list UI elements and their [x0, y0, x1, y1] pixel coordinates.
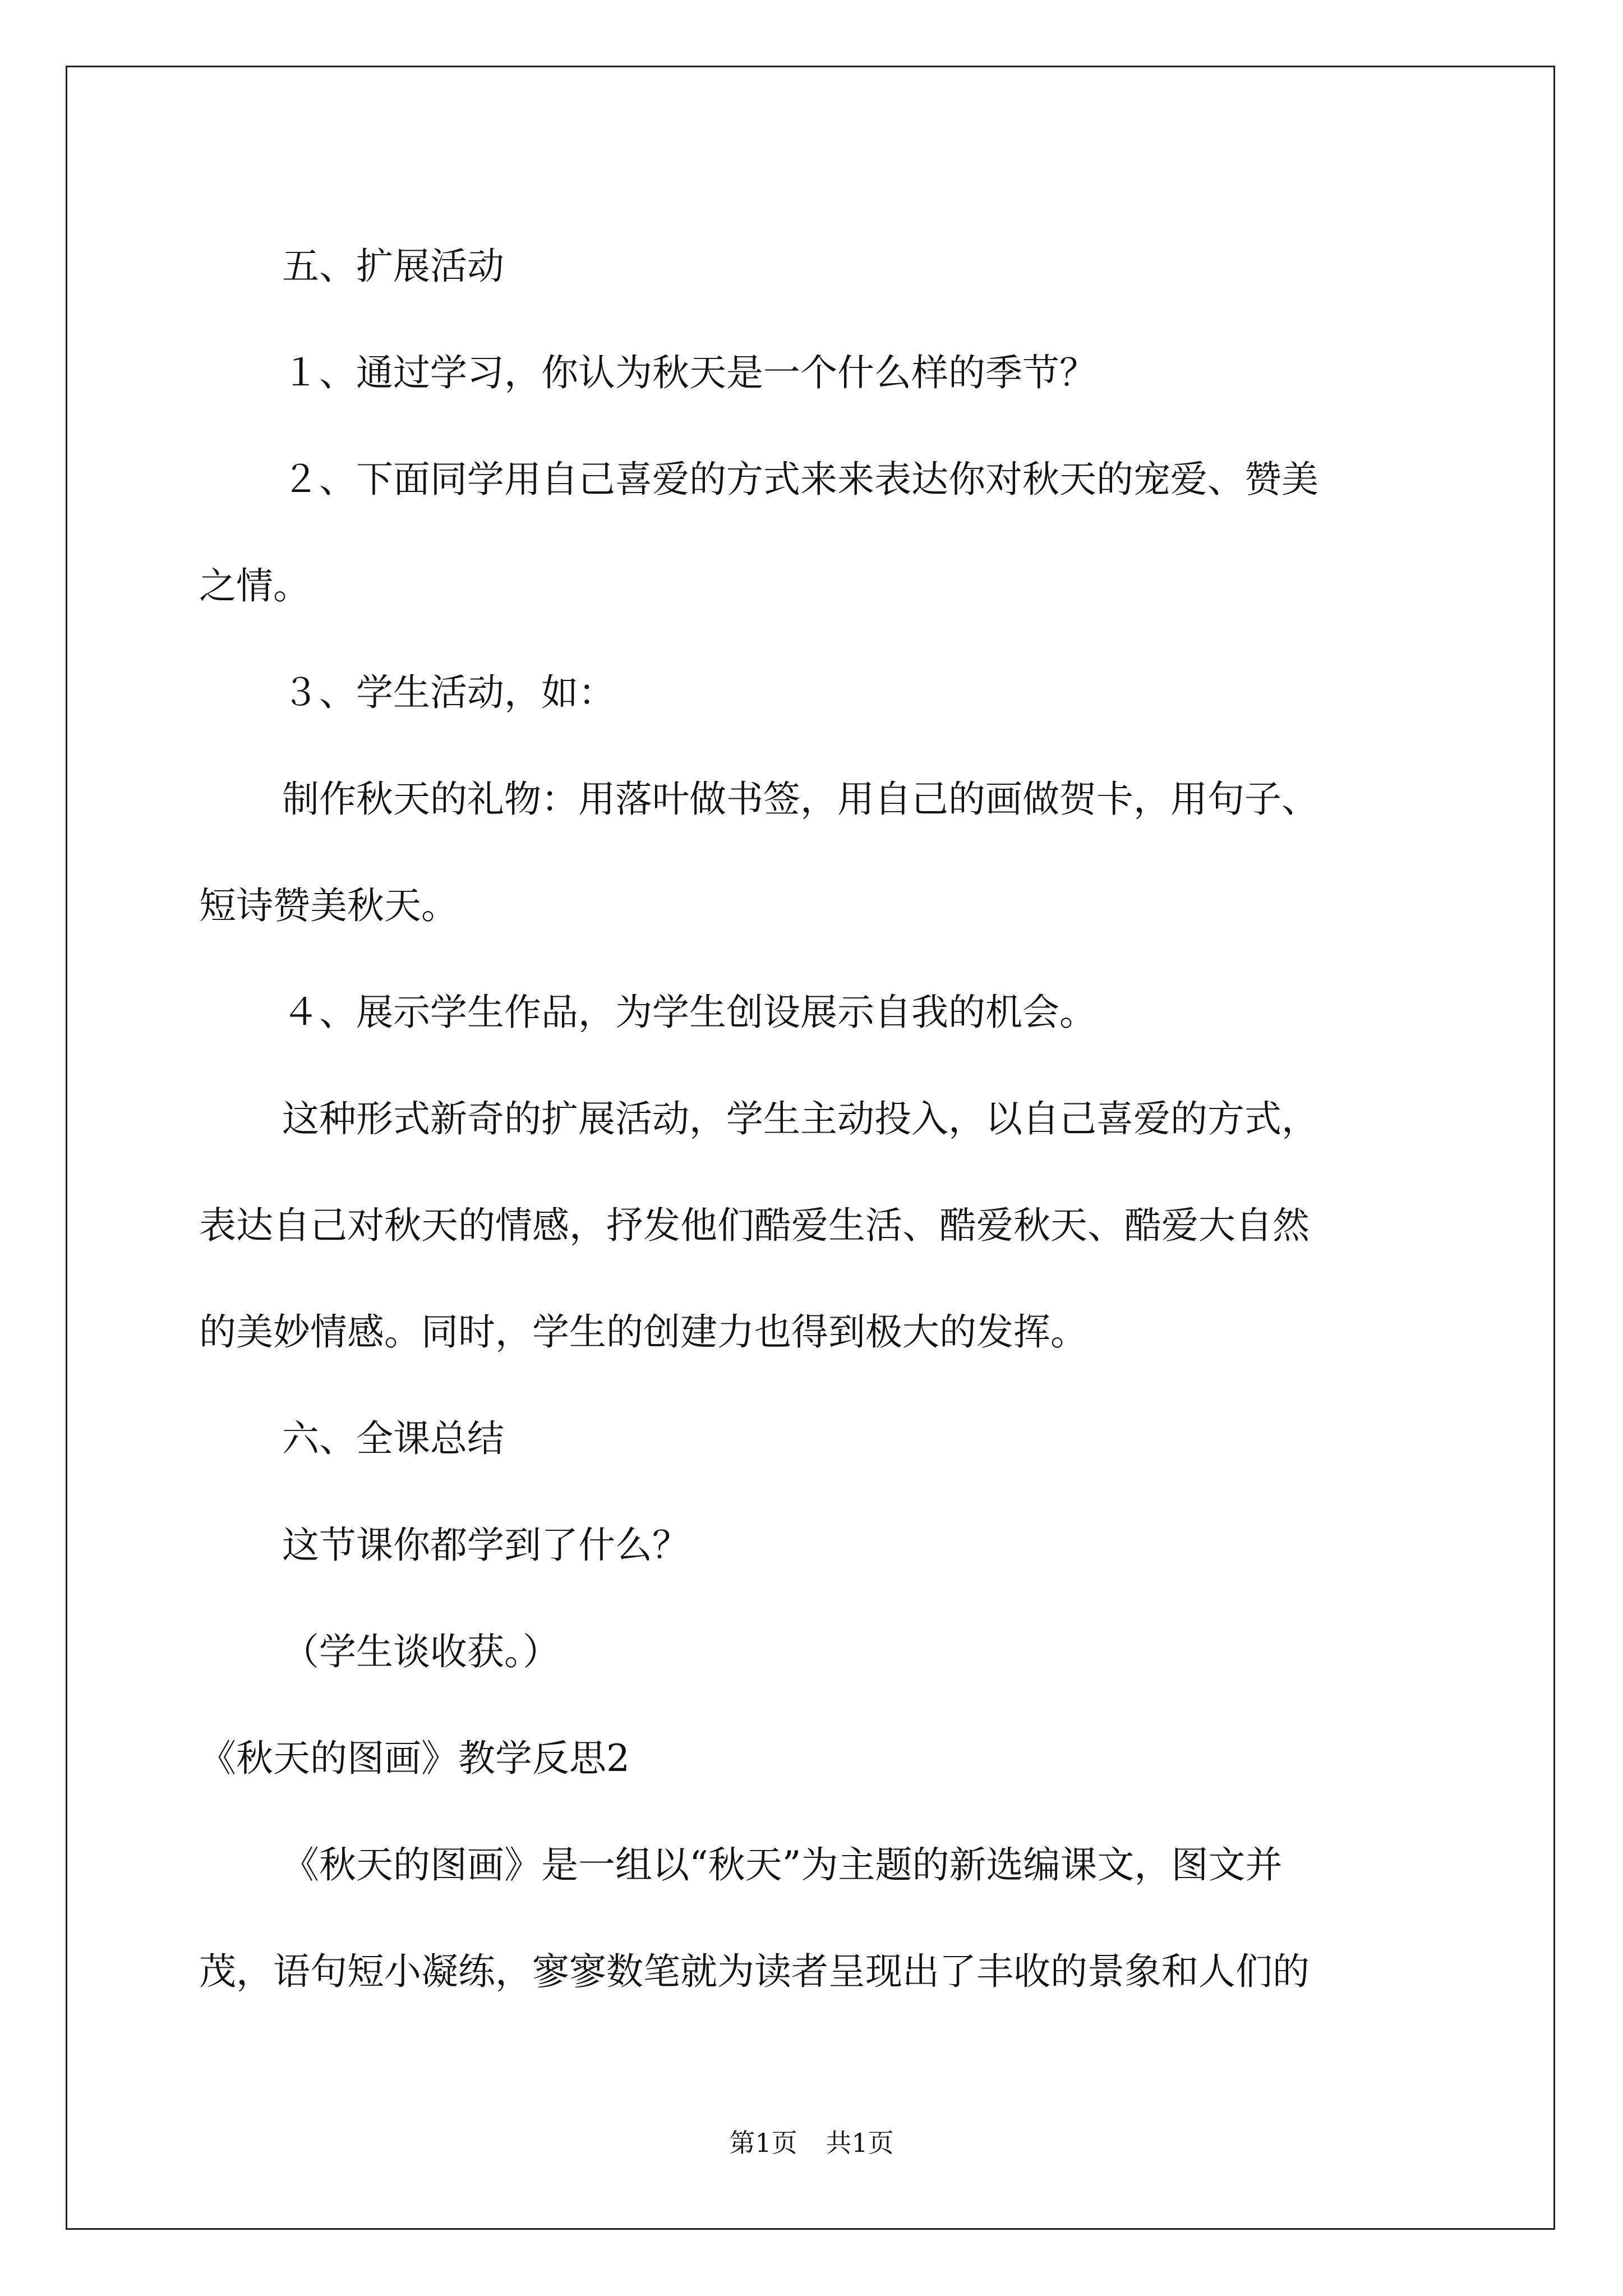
- document-subtitle: 《秋天的图画》教学反思2: [199, 1737, 630, 1780]
- document-body: [199, 213, 1433, 2025]
- page-total: 共1页: [826, 2128, 894, 2158]
- paragraph-line: 茂，语句短小凝练，寥寥数笔就为读者呈现出了丰收的景象和人们的: [199, 1950, 1310, 1993]
- section-heading: 六、全课总结: [282, 1417, 504, 1460]
- paragraph-line: ２、下面同学用自己喜爱的方式来来表达你对秋天的宠爱、赞美: [282, 458, 1318, 501]
- paragraph-line: 这种形式新奇的扩展活动，学生主动投入，以自己喜爱的方式，: [282, 1097, 1318, 1140]
- paragraph-line: 的美妙情感。同时，学生的创建力也得到极大的发挥。: [199, 1310, 1087, 1354]
- paragraph-line: 表达自己对秋天的情感，抒发他们酷爱生活、酷爱秋天、酷爱大自然: [199, 1204, 1310, 1247]
- paragraph-line: 短诗赞美秋天。: [199, 884, 458, 927]
- paragraph-line: 这节课你都学到了什么？: [282, 1524, 689, 1567]
- paragraph-line: １、通过学习，你认为秋天是一个什么样的季节？: [282, 351, 1096, 394]
- paragraph-line: ３、学生活动，如：: [282, 671, 615, 714]
- paragraph-line: 之情。: [199, 564, 310, 608]
- paragraph-line: 《秋天的图画》是一组以“秋天”为主题的新选编课文，图文并: [282, 1843, 1283, 1887]
- page-footer: [0, 2126, 1623, 2160]
- paragraph-line: （学生谈收获。）: [282, 1630, 560, 1673]
- paragraph-line: 制作秋天的礼物：用落叶做书签，用自己的画做贺卡，用句子、: [282, 777, 1318, 821]
- paragraph-line: ４、展示学生作品，为学生创设展示自我的机会。: [282, 991, 1096, 1034]
- paragraph-line: 五、扩展活动: [282, 245, 504, 288]
- page-number: 第1页: [729, 2128, 797, 2158]
